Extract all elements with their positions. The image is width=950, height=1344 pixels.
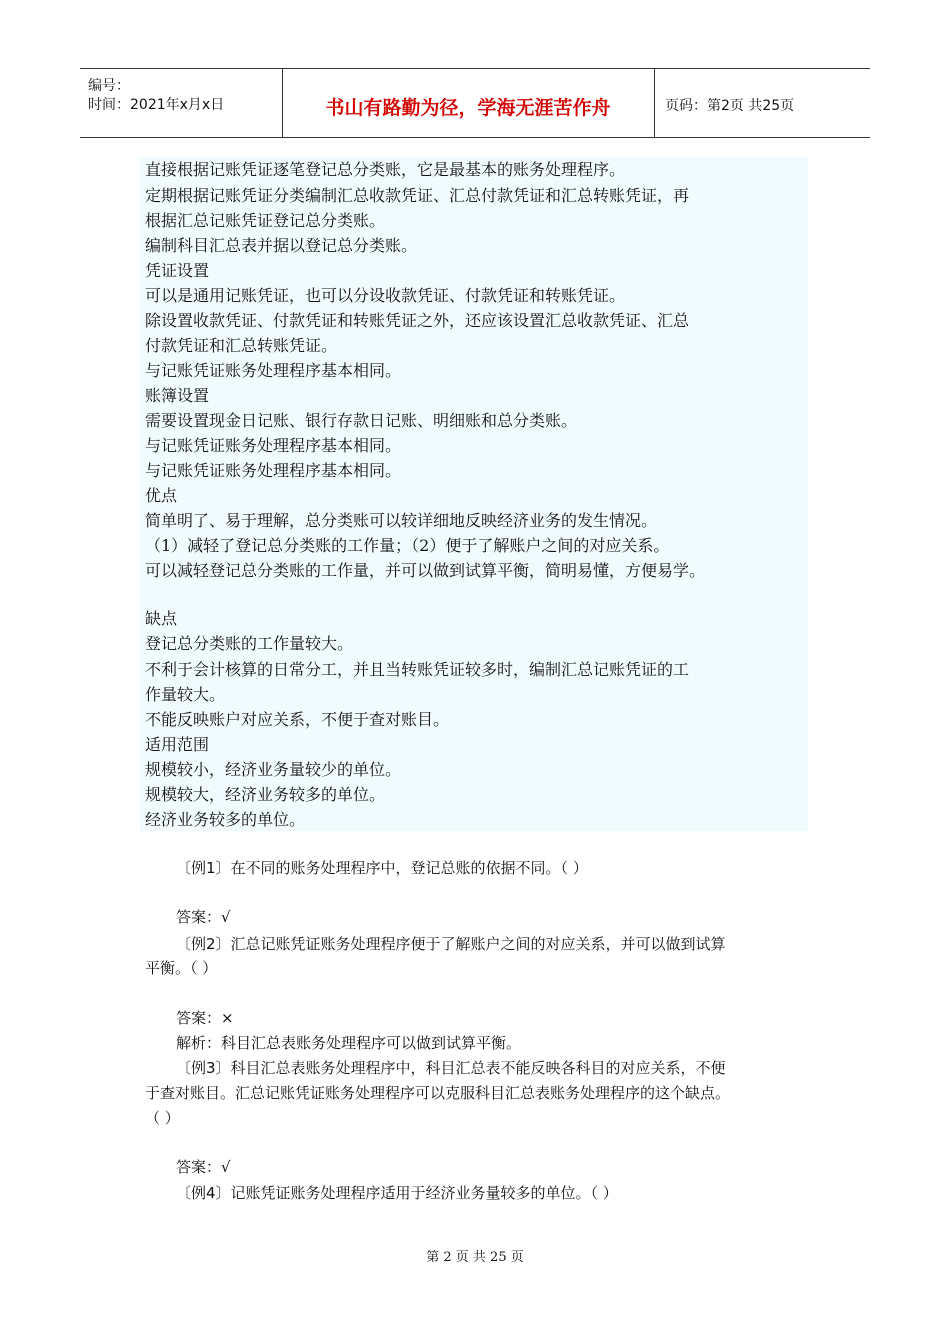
header-page-number: 页码：第2页 共25页 bbox=[665, 98, 795, 114]
content-line: 编制科目汇总表并据以登记总分类账。 bbox=[145, 236, 418, 255]
section-heading: 优点 bbox=[145, 486, 178, 505]
example-question-3-cont: 于查对账目。汇总记账凭证账务处理程序可以克服科目汇总表账务处理程序的这个缺点。 bbox=[145, 1084, 731, 1102]
content-line: 需要设置现金日记账、银行存款日记账、明细账和总分类账。 bbox=[145, 411, 578, 430]
content-line: 经济业务较多的单位。 bbox=[145, 810, 306, 829]
content-line: 可以减轻登记总分类账的工作量，并可以做到试算平衡，简明易懂，方便易学。 bbox=[145, 561, 706, 580]
content-line: 不利于会计核算的日常分工，并且当转账凭证较多时，编制汇总记账凭证的工 bbox=[145, 660, 690, 679]
section-heading: 账簿设置 bbox=[145, 386, 210, 405]
content-line: 根据汇总记账凭证登记总分类账。 bbox=[145, 211, 386, 230]
example-answer-3: 答案：√ bbox=[176, 1158, 231, 1176]
content-line: 作量较大。 bbox=[145, 685, 226, 704]
content-line: 规模较小，经济业务量较少的单位。 bbox=[145, 760, 402, 779]
header-motto: 书山有路勤为径，学海无涯苦作舟 bbox=[325, 97, 611, 119]
document-number-label: 编号： bbox=[88, 78, 130, 94]
header-left-cell bbox=[80, 69, 283, 137]
content-line: 付款凭证和汇总转账凭证。 bbox=[145, 336, 338, 355]
section-heading: 适用范围 bbox=[145, 735, 210, 754]
page-footer: 第 2 页 共 25 页 bbox=[426, 1250, 524, 1265]
content-line: 简单明了、易于理解，总分类账可以较详细地反映经济业务的发生情况。 bbox=[145, 511, 658, 530]
example-question-2-cont: 平衡。（ ） bbox=[145, 959, 218, 977]
example-answer-1: 答案：√ bbox=[176, 908, 231, 926]
content-line: 可以是通用记账凭证，也可以分设收款凭证、付款凭证和转账凭证。 bbox=[145, 286, 626, 305]
example-question-4: 〔例4〕记账凭证账务处理程序适用于经济业务量较多的单位。（ ） bbox=[176, 1184, 618, 1202]
content-line: 直接根据记账凭证逐笔登记总分类账，它是最基本的账务处理程序。 bbox=[145, 160, 626, 179]
example-explanation-2: 解析：科目汇总表账务处理程序可以做到试算平衡。 bbox=[176, 1034, 522, 1052]
content-line: 规模较大，经济业务较多的单位。 bbox=[145, 785, 386, 804]
section-heading: 凭证设置 bbox=[145, 261, 210, 280]
content-line: 除设置收款凭证、付款凭证和转账凭证之外，还应该设置汇总收款凭证、汇总 bbox=[145, 311, 690, 330]
example-question-2: 〔例2〕汇总记账凭证账务处理程序便于了解账户之间的对应关系，并可以做到试算 bbox=[176, 935, 726, 953]
content-line: 定期根据记账凭证分类编制汇总收款凭证、汇总付款凭证和汇总转账凭证，再 bbox=[145, 186, 690, 205]
content-line: 与记账凭证账务处理程序基本相同。 bbox=[145, 436, 402, 455]
example-question-1: 〔例1〕在不同的账务处理程序中，登记总账的依据不同。（ ） bbox=[176, 859, 588, 877]
content-line: 与记账凭证账务处理程序基本相同。 bbox=[145, 361, 402, 380]
content-line: （1）减轻了登记总分类账的工作量；（2）便于了解账户之间的对应关系。 bbox=[145, 536, 670, 555]
header-page-cell bbox=[655, 69, 870, 137]
document-time-label: 时间：2021年x月x日 bbox=[88, 97, 225, 113]
content-line: 与记账凭证账务处理程序基本相同。 bbox=[145, 461, 402, 480]
example-question-3-blank: （ ） bbox=[145, 1109, 180, 1127]
section-heading: 缺点 bbox=[145, 609, 178, 628]
page-header bbox=[80, 68, 870, 138]
content-line: 不能反映账户对应关系，不便于查对账目。 bbox=[145, 710, 450, 729]
example-question-3: 〔例3〕科目汇总表账务处理程序中，科目汇总表不能反映各科目的对应关系，不便 bbox=[176, 1059, 726, 1077]
header-motto-cell bbox=[282, 69, 655, 137]
example-answer-2: 答案：× bbox=[176, 1009, 234, 1027]
content-line: 登记总分类账的工作量较大。 bbox=[145, 634, 354, 653]
